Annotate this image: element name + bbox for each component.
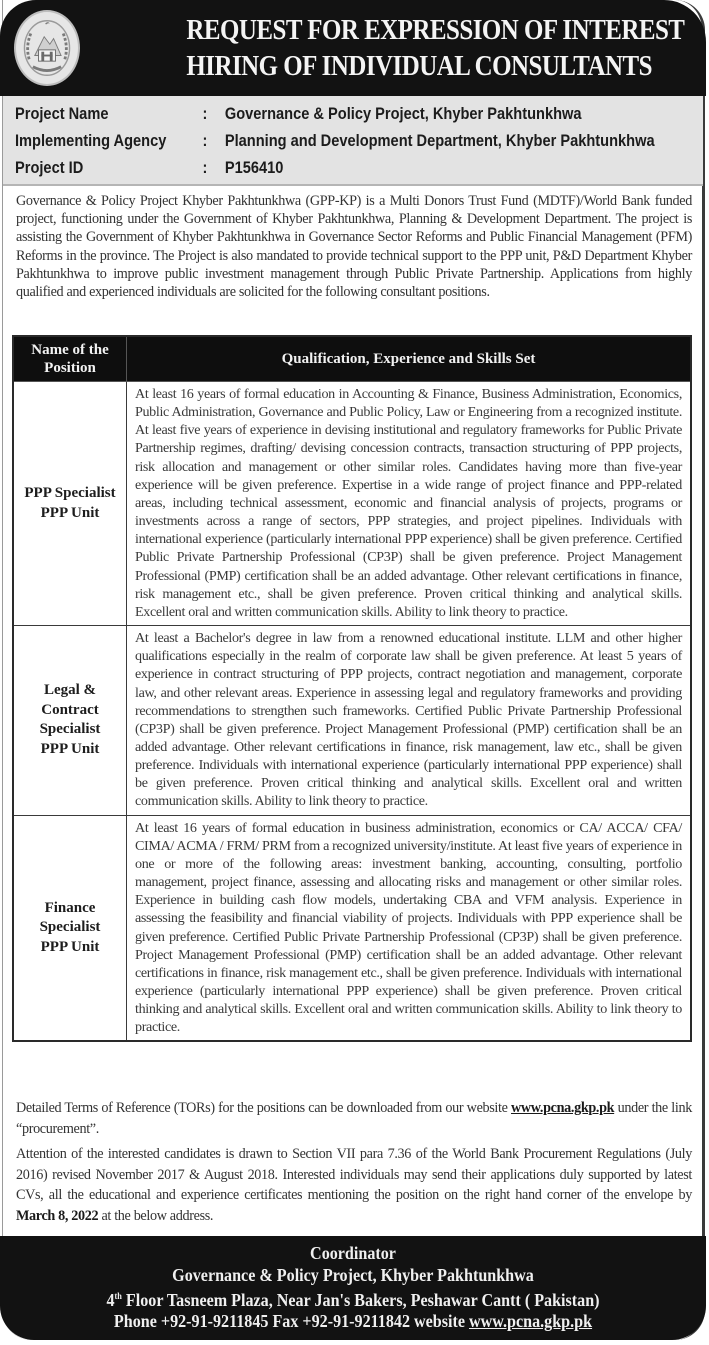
position-description: At least 16 years of formal education in business administration, economics or CA/ ACCA/ CFA/ CIMA/ ACMA / FRM/ PRM from a recognized university/institute. At least five years of experience in one or more of the following areas: investment banking, accounting, consulting, portfolio management, project finance, assessing and allocating risks and management or other similar roles. Experience in building cash flow models, undertaking CBA and VFM analysis. Experience in assessing the feasibility and financial viability of projects. Individuals with PPP experience shall be given preference. Certified Public Private Partnership Professional (CP3P) shall be given preference. Project Management Professional (PMP) certification shall be an added advantage. Other relevant certifications in finance, risk management etc., shall be given preference. Individuals with international experience (particularly international PPP experience) shall be given preference. Proven critical thinking and analytical skills. Excellent oral and written communication skills. Ability to link theory to practice. bbox=[127, 815, 692, 1041]
footer-project-name: Governance & Policy Project, Khyber Pakhtunkhwa bbox=[172, 1264, 534, 1285]
project-id-row bbox=[15, 158, 283, 178]
qualification-header bbox=[127, 336, 692, 382]
khyber-pakhtunkhwa-emblem-icon bbox=[14, 10, 80, 86]
position-name-line: PPP Unit bbox=[40, 938, 100, 955]
position-description: At least 16 years of formal education in Accounting & Finance, Business Administration, Economics, Public Administration, Governance and Public Policy, Law or Engineering from a recognized institute. At least five years of experience in devising institutional and regulatory frameworks for Public Private Partnership regimes, drafting/ devising concession contracts, transaction structuring of PPP projects, risk allocation and management or other similar roles. Candidates having more than five-year experience will be given preference. Expertise in a wide range of project finance and PPP-related areas, including technical assessment, economic and financial analysis of projects, programs or investments across a range of sectors, PPP strategies, and project pipelines. Individuals with international experience (particularly international PPP experience) shall be given preference. Certified Public Private Partnership Professional (CP3P) shall be given preference. Project Management Professional (PMP) certification shall be an added advantage. Other relevant certifications in finance, risk management etc., shall be given preference. Proven critical thinking and analytical skills. Excellent oral and written communication skills. Ability to link theory to practice. bbox=[127, 382, 692, 626]
position-name-header bbox=[13, 336, 127, 382]
contact-text: Phone +92-91-9211845 Fax +92-91-9211842 website bbox=[113, 1311, 470, 1332]
position-name-line: Contract bbox=[41, 701, 99, 718]
project-name-row bbox=[15, 104, 582, 124]
position-name-cell bbox=[13, 626, 127, 816]
colon: : bbox=[202, 158, 208, 177]
footer-contact bbox=[28, 1311, 678, 1333]
intro-paragraph: Governance & Policy Project Khyber Pakhtunkhwa (GPP-KP) is a Multi Donors Trust Fund (MDTF)/World Bank funded project, functioning under the Government of Khyber Pakhtunkhwa, Planning & Development Department. The project is assisting the Government of Khyber Pakhtunkhwa in Governance Sector Reforms and Public Financial Management (PFM) Reforms in the province. The Project is also mandated to provide technical support to the PPP unit, P&D Department Khyber Pakhtunkhwa to improve public investment management through Public Private Partnership. Applications from highly qualified and experienced individuals are solicited for the following consultant positions. bbox=[16, 193, 692, 301]
project-id-value: P156410 bbox=[224, 158, 284, 177]
position-name-header-text: Name of the Position bbox=[31, 342, 109, 376]
title-line-1: REQUEST FOR EXPRESSION OF INTEREST bbox=[186, 14, 685, 46]
floor-number: 4 bbox=[106, 1289, 115, 1310]
attention-note bbox=[16, 1144, 692, 1226]
implementing-agency-row bbox=[15, 131, 655, 151]
position-name-line: PPP Specialist bbox=[24, 485, 116, 502]
floor-suffix: th bbox=[114, 1291, 122, 1301]
colon: : bbox=[202, 104, 208, 123]
footer-website-link[interactable]: www.pcna.gkp.pk bbox=[469, 1311, 593, 1332]
table-row bbox=[13, 626, 691, 816]
implementing-agency-value: Planning and Development Department, Khyber Pakhtunkhwa bbox=[224, 131, 655, 150]
footer-coordinator: Coordinator bbox=[310, 1243, 396, 1263]
colon: : bbox=[202, 131, 208, 150]
attention-note-text: Attention of the interested candidates is drawn to Section VII para 7.36 of the World Bank Procurement Regulations (July 2016) revised November 2017 & August 2018. Interested individuals may send their applications duly supported by latest CVs, all the educational and experience certificates mentioning the position on the right hand corner of the envelope by bbox=[16, 1146, 692, 1203]
position-description: At least a Bachelor's degree in law from a renowned educational institute. LLM and other higher qualifications especially in the realm of corporate law shall be given preference. At least 5 years of experience in contract structuring of PPP projects, contract negotiation and management, corporate law, and other relevant areas. Experience in assessing legal and regulatory frameworks and providing recommendations to strengthen such frameworks. Certified Public Private Partnership Professional (CP3P) shall be given preference. Project Management Professional (PMP) certification shall be an added advantage. Other relevant certifications in finance, risk management, law etc., shall be given preference. Individuals with international experience (particularly international PPP experience) shall be given preference. Proven critical thinking and analytical skills. Excellent oral and written communication skills. Ability to link theory to practice. bbox=[127, 626, 692, 816]
position-name-cell bbox=[13, 382, 127, 626]
tor-note-text: Detailed Terms of Reference (TORs) for the positions can be downloaded from our website bbox=[16, 1100, 511, 1116]
page-title bbox=[186, 12, 685, 84]
attention-note-text-end: at the below address. bbox=[98, 1207, 214, 1224]
project-name-label: Project Name bbox=[15, 104, 109, 123]
position-name-line: PPP Unit bbox=[40, 504, 100, 521]
position-name-line: Specialist bbox=[39, 721, 101, 738]
address-text: Floor Tasneem Plaza, Near Jan's Bakers, Peshawar Cantt ( Pakistan) bbox=[121, 1289, 600, 1310]
position-name-line: PPP Unit bbox=[40, 740, 100, 757]
project-id-label: Project ID bbox=[15, 158, 84, 177]
project-info-panel bbox=[3, 96, 703, 186]
footer-address bbox=[28, 1286, 678, 1311]
table-row bbox=[13, 382, 691, 626]
implementing-agency-label: Implementing Agency bbox=[15, 131, 167, 150]
tor-note bbox=[16, 1098, 692, 1139]
header-banner bbox=[0, 0, 706, 96]
footer-address-block bbox=[0, 1236, 706, 1340]
positions-table bbox=[12, 335, 692, 1042]
website-link[interactable]: www.pcna.gkp.pk bbox=[511, 1100, 615, 1116]
position-name-line: Finance bbox=[44, 899, 96, 916]
table-header-row bbox=[13, 336, 691, 382]
deadline-date: March 8, 2022 bbox=[16, 1207, 99, 1224]
project-name-value: Governance & Policy Project, Khyber Pakhtunkhwa bbox=[224, 104, 582, 123]
title-line-2: HIRING OF INDIVIDUAL CONSULTANTS bbox=[186, 50, 652, 82]
position-name-cell bbox=[13, 815, 127, 1041]
table-row bbox=[13, 815, 691, 1041]
qualification-header-text: Qualification, Experience and Skills Set bbox=[281, 351, 536, 367]
position-name-line: Legal & bbox=[43, 682, 97, 699]
tor-note-text-end: under the link “procurement”. bbox=[16, 1100, 692, 1137]
position-name-line: Specialist bbox=[39, 919, 101, 936]
